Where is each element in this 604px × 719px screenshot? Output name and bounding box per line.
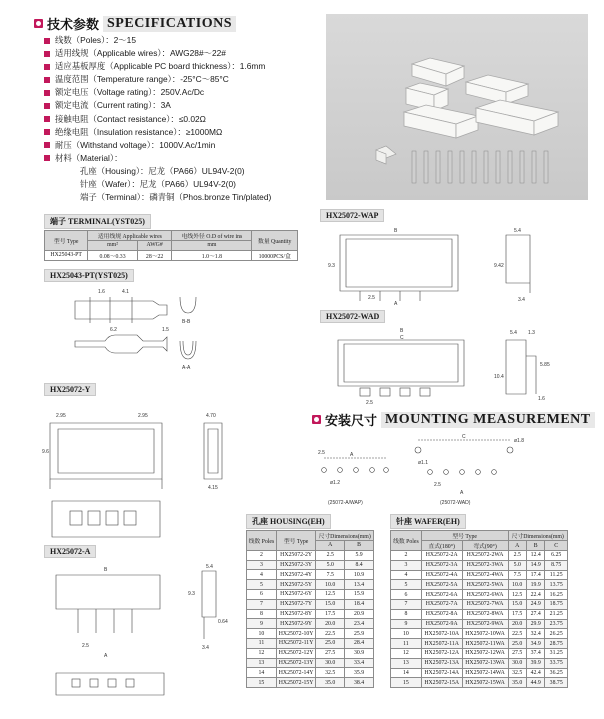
dim-label: 1.6 [98,289,105,295]
table-cell: 10 [247,629,277,639]
dim-label: 4.70 [206,413,216,419]
table-cell: 33.75 [545,658,568,668]
dim-label: 2.5 [434,482,441,488]
wad-drawing-label: HX25072-WAD [320,310,385,323]
table-cell: 25.0 [316,638,345,648]
table-cell: HX25072-5WA [462,580,508,590]
table-cell: 5.0 [508,560,526,570]
dim-label: 9.3 [188,591,195,597]
table-cell: 30.0 [316,658,345,668]
table-row [247,550,374,560]
table-cell: 13 [247,658,277,668]
table-cell: HX25072-6WA [462,590,508,600]
table-row [247,619,374,629]
square-bullet-icon [44,155,50,161]
table-cell: HX25072-10Y [276,629,315,639]
table-cell: 17.5 [508,609,526,619]
table-cell: HX25072-6Y [276,589,315,599]
table-cell: 23.4 [345,619,374,629]
table-cell: 4 [391,570,422,580]
table-cell: 13.4 [345,580,374,590]
table-row [391,619,568,629]
dim-label: 4.15 [208,485,218,491]
table-cell: 31.25 [545,648,568,658]
table-cell: 27.5 [508,648,526,658]
table-cell: 11 [247,638,277,648]
table-cell: 18.75 [545,599,568,609]
table-cell: 6 [391,590,422,600]
table-cell: 5 [247,580,277,590]
dim-label: 2.5 [366,400,373,406]
table-cell: 27.5 [316,648,345,658]
square-bullet-icon [44,77,50,83]
table-cell: 2 [391,551,422,561]
dim-label: 5.85 [540,362,550,368]
dim-label: C [462,434,466,440]
table-cell: HX25072-11Y [276,638,315,648]
material-item: 针座（Wafer）：尼龙（PA66）UL94V-2(0) [80,179,236,190]
wafer-table: 线数 Poles 型号 Type 尺寸Dimensions(mm) 直式(180°) 弯式(90°) A B C 2 HX25072-2A HX25072-2WA 2.5 12.4 6.25 3 HX25072-3A HX25072-3WA 5.0 14.9 8.75 4 HX25072-4A HX25072-4WA 7.5 17.4 11.25 5 HX25072-5A HX25072-5WA 10.0 19.9 13.75 6 HX25072-6A HX25072-6WA 12.5 22.4 16.25 7 HX25072-7A HX25072-7WA 15.0 24.9 18.75 8 HX25072-8A HX25072-8WA 17.5 27.4 21.25 9 HX25072-9A HX25072-9WA 20.0 29.9 23.75 10 HX25072-10A HX25072-10WA 22.5 32.4 26.25 11 HX25072-11A HX25072-11WA 25.0 34.9 28.75 12 HX25072-12A HX25072-12WA 27.5 37.4 31.25 13 HX25072-13A HX25072-13WA 30.0 39.9 33.75 14 HX25072-14A HX25072-14WA 32.5 42.4 36.25 15 HX25072-15A HX25072-15WA 35.0 44.9 38.75 [390,530,568,688]
housing-table: 线数 Poles 型号 Type 尺寸Dimensions(mm) A B 2 HX25072-2Y 2.5 5.9 3 HX25072-3Y 5.0 8.4 4 HX25072-4Y 7.5 10.9 5 HX25072-5Y 10.0 13.4 6 HX25072-6Y 12.5 15.9 7 HX25072-7Y 15.0 18.4 8 HX25072-8Y 17.5 20.9 9 HX25072-9Y 20.0 23.4 10 HX25072-10Y 22.5 25.9 11 HX25072-11Y 25.0 28.4 12 HX25072-12Y 27.5 30.9 13 HX25072-13Y 30.0 33.4 14 HX25072-14Y 32.5 35.9 15 HX25072-15Y 35.0 38.4 [246,530,374,688]
table-cell: 35.9 [345,668,374,678]
dim-label: 5.4 [510,330,517,336]
table-cell: 24.9 [526,599,544,609]
table-cell: 16.25 [545,590,568,600]
y-drawing-label: HX25072-Y [44,383,96,396]
wafer-drawing [44,563,244,713]
product-photo [326,14,588,200]
square-bullet-icon [44,103,50,109]
dim-label: 6.2 [110,327,117,333]
dim-label: A [394,301,398,305]
table-cell: 2.5 [316,550,345,560]
table-cell: 13 [391,658,422,668]
table-cell: HX25072-7Y [276,599,315,609]
table-cell: 23.75 [545,619,568,629]
table-cell: 12.4 [526,551,544,561]
dim-label: 9.42 [494,263,504,269]
table-cell: 32.5 [316,668,345,678]
table-row [247,599,374,609]
specifications-title: 技术参数 SPECIFICATIONS [34,14,236,33]
table-cell: 33.4 [345,658,374,668]
dim-label: B [400,328,404,334]
table-row [247,648,374,658]
section-bullet-icon [312,415,321,424]
table-cell: 6.25 [545,551,568,561]
table-row [247,560,374,570]
housing-label: 孔座 HOUSING(EH) [246,514,331,529]
table-cell: HX25072-5A [421,580,462,590]
spec-item: 适用线规（Applicable wires）：AWG28#～22# [44,47,324,60]
dim-label: 9.6 [42,449,49,455]
dim-label: 2.95 [56,413,66,419]
table-row [247,658,374,668]
table-cell: 7 [247,599,277,609]
dim-label: 5.4 [514,228,521,234]
table-cell: 4 [247,570,277,580]
table-row [247,570,374,580]
table-row [391,599,568,609]
table-cell: 27.4 [526,609,544,619]
table-cell: 5 [391,580,422,590]
dim-label: A [460,490,464,496]
a-drawing-label: HX25072-A [44,545,96,558]
table-row [247,589,374,599]
housing-drawing [40,405,240,545]
table-cell: 12.5 [508,590,526,600]
table-cell: 14.9 [526,560,544,570]
table-cell: 12 [247,648,277,658]
dim-label: A-A [182,365,191,371]
table-row [391,658,568,668]
dim-label: 2.5 [368,295,375,301]
dim-label: 0.64 [218,619,228,625]
spec-item: 接触电阻（Contact resistance）：≤0.02Ω [44,113,324,126]
table-cell: 22.5 [508,629,526,639]
table-cell: 36.25 [545,668,568,678]
table-cell: 14 [247,668,277,678]
table-row [391,580,568,590]
table-cell: 8 [391,609,422,619]
dim-label: 4.1 [122,289,129,295]
table-cell: HX25072-6A [421,590,462,600]
table-row [247,629,374,639]
mounting-drawing [300,428,600,508]
table-cell: 32.4 [526,629,544,639]
table-cell: HX25072-14A [421,668,462,678]
table-cell: HX25072-3Y [276,560,315,570]
table-cell: HX25072-10WA [462,629,508,639]
dim-label: A [350,452,354,458]
table-row [391,668,568,678]
table-cell: 2.5 [508,551,526,561]
table-cell: 35.0 [316,678,345,688]
table-row [391,590,568,600]
table-cell: 15 [247,678,277,688]
table-cell: 26.25 [545,629,568,639]
table-cell: 15.0 [508,599,526,609]
table-cell: HX25072-4A [421,570,462,580]
square-bullet-icon [44,64,50,70]
table-cell: 28.75 [545,639,568,649]
dim-label: B [104,567,108,573]
section-bullet-icon [34,19,43,28]
wad-drawing [320,326,590,406]
table-cell: HX25072-8A [421,609,462,619]
table-cell: 28.4 [345,638,374,648]
table-cell: 9 [391,619,422,629]
table-cell: HX25072-15A [421,678,462,688]
dim-label: 3.4 [518,297,525,303]
table-cell: HX25072-15Y [276,678,315,688]
table-cell: HX25072-13A [421,658,462,668]
dim-label: 1.5 [162,327,169,333]
table-row [391,570,568,580]
table-cell: 8 [247,609,277,619]
dim-label: B [394,228,398,234]
table-cell: 11 [391,639,422,649]
table-cell: 44.9 [526,678,544,688]
spec-item: 温度范围（Temperature range）：-25°C～85°C [44,73,324,86]
table-row [391,678,568,688]
table-cell: 34.9 [526,639,544,649]
dim-label: 3.4 [202,645,209,651]
table-cell: 10.9 [345,570,374,580]
table-cell: HX25072-2Y [276,550,315,560]
table-cell: 39.9 [526,658,544,668]
table-cell: HX25072-10A [421,629,462,639]
table-row: HX25043-PT 0.08～0.33 28～22 1.0～1.8 10000PCS/盒 [45,250,298,260]
table-cell: 37.4 [526,648,544,658]
table-cell: 9 [247,619,277,629]
table-cell: 7.5 [508,570,526,580]
table-cell: 22.4 [526,590,544,600]
table-cell: HX25072-15WA [462,678,508,688]
table-cell: 32.5 [508,668,526,678]
table-cell: 17.5 [316,609,345,619]
table-row [247,668,374,678]
table-cell: 29.9 [526,619,544,629]
table-cell: 17.4 [526,570,544,580]
table-cell: 10 [391,629,422,639]
material-item: 端子（Terminal）：磷青铜（Phos.bronze Tin/plated) [80,192,272,203]
table-cell: HX25072-4WA [462,570,508,580]
table-cell: 42.4 [526,668,544,678]
table-cell: 15.9 [345,589,374,599]
table-cell: HX25072-14WA [462,668,508,678]
spec-item: 适应基板厚度（Applicable PC board thickness）：1.6mm [44,60,324,73]
table-cell: 25.9 [345,629,374,639]
table-cell: 20.0 [316,619,345,629]
table-cell: HX25072-7WA [462,599,508,609]
table-row [247,609,374,619]
table-row [247,638,374,648]
table-cell: 30.0 [508,658,526,668]
table-cell: 30.9 [345,648,374,658]
table-cell: HX25072-12WA [462,648,508,658]
dim-label: 2.95 [138,413,148,419]
dim-label: 1.6 [538,396,545,402]
table-cell: HX25072-8WA [462,609,508,619]
table-cell: 3 [247,560,277,570]
specifications-list [44,34,324,204]
table-cell: HX25072-3WA [462,560,508,570]
table-cell: HX25072-9A [421,619,462,629]
table-row [247,580,374,590]
dim-label: 10.4 [494,374,504,380]
terminal-label: 端子 TERMINAL(YST025) [44,214,151,229]
table-cell: 14 [391,668,422,678]
table-row [247,678,374,688]
square-bullet-icon [44,38,50,44]
spec-item: 材料（Material）： [44,152,324,165]
table-cell: 2 [247,550,277,560]
table-cell: 35.0 [508,678,526,688]
table-cell: 38.4 [345,678,374,688]
table-cell: 22.5 [316,629,345,639]
table-cell: HX25072-2WA [462,551,508,561]
table-cell: 3 [391,560,422,570]
dim-label: 5.4 [206,564,213,570]
square-bullet-icon [44,142,50,148]
spec-item: 额定电压（Voltage rating）：250V.Ac/Dc [44,86,324,99]
table-cell: 19.9 [526,580,544,590]
dim-label: ø1.8 [514,438,525,444]
table-cell: 11.25 [545,570,568,580]
table-row [391,648,568,658]
table-cell: 18.4 [345,599,374,609]
table-row [391,560,568,570]
spec-item: 绝缘电阻（Insulation resistance）：≥1000MΩ [44,126,324,139]
table-cell: HX25072-3A [421,560,462,570]
terminal-table: 型号 Type 适用线规 Applicable wires 电线外径 O.D of wire ins 数量 Quantity mm² AWG# mm HX25043-PT 0.08～0.33 28～22 1.0～1.8 10000PCS/盒 [44,230,298,261]
dim-label: 1.3 [528,330,535,336]
pt-drawing-label: HX25043-PT(YST025) [44,269,134,282]
table-cell: HX25072-12A [421,648,462,658]
table-row [391,551,568,561]
dim-label: ø1.2 [330,480,341,486]
square-bullet-icon [44,116,50,122]
square-bullet-icon [44,90,50,96]
table-cell: HX25072-11A [421,639,462,649]
spec-item: 线数（Poles）：2～15 [44,34,324,47]
table-cell: HX25072-11WA [462,639,508,649]
table-cell: HX25072-13Y [276,658,315,668]
table-cell: 20.9 [345,609,374,619]
terminal-drawing [70,283,230,373]
wafer-label: 针座 WAFER(EH) [390,514,466,529]
table-cell: HX25072-7A [421,599,462,609]
dim-label: 2.5 [82,643,89,649]
mounting-title: 安装尺寸 MOUNTING MEASUREMENT [312,410,595,429]
table-cell: 7.5 [316,570,345,580]
spec-item: 耐压（Withstand voltage）：1000V.Ac/1min [44,139,324,152]
table-cell: HX25072-4Y [276,570,315,580]
table-row [391,639,568,649]
square-bullet-icon [44,129,50,135]
table-cell: 6 [247,589,277,599]
table-cell: 8.4 [345,560,374,570]
wap-drawing [320,225,590,305]
table-cell: HX25072-5Y [276,580,315,590]
material-item: 孔座（Housing）：尼龙（PA66）UL94V-2(0) [80,165,245,176]
dim-label: 2.5 [318,450,325,456]
dim-label: C [400,335,404,341]
table-cell: HX25072-9WA [462,619,508,629]
table-row [391,609,568,619]
table-cell: 21.25 [545,609,568,619]
table-cell: HX25072-12Y [276,648,315,658]
table-cell: 12.5 [316,589,345,599]
table-cell: 38.75 [545,678,568,688]
table-cell: 15 [391,678,422,688]
wap-drawing-label: HX25072-WAP [320,209,384,222]
caption: (25072-WAD) [440,500,471,506]
table-cell: 20.0 [508,619,526,629]
table-cell: 5.9 [345,550,374,560]
table-cell: HX25072-14Y [276,668,315,678]
table-cell: 10.0 [316,580,345,590]
table-cell: 5.0 [316,560,345,570]
table-cell: HX25072-9Y [276,619,315,629]
table-cell: HX25072-8Y [276,609,315,619]
table-cell: 25.0 [508,639,526,649]
square-bullet-icon [44,51,50,57]
dim-label: B-B [182,319,191,325]
caption: (25072-A/WAP) [328,500,363,506]
table-cell: 13.75 [545,580,568,590]
table-cell: HX25072-2A [421,551,462,561]
table-cell: 8.75 [545,560,568,570]
table-cell: 15.0 [316,599,345,609]
table-cell: 12 [391,648,422,658]
spec-item: 额定电流（Current rating）：3A [44,99,324,112]
table-cell: 10.0 [508,580,526,590]
table-cell: 7 [391,599,422,609]
dim-label: A [104,653,108,659]
table-cell: HX25072-13WA [462,658,508,668]
table-row [391,629,568,639]
dim-label: 9.3 [328,263,335,269]
dim-label: ø1.1 [418,460,429,466]
